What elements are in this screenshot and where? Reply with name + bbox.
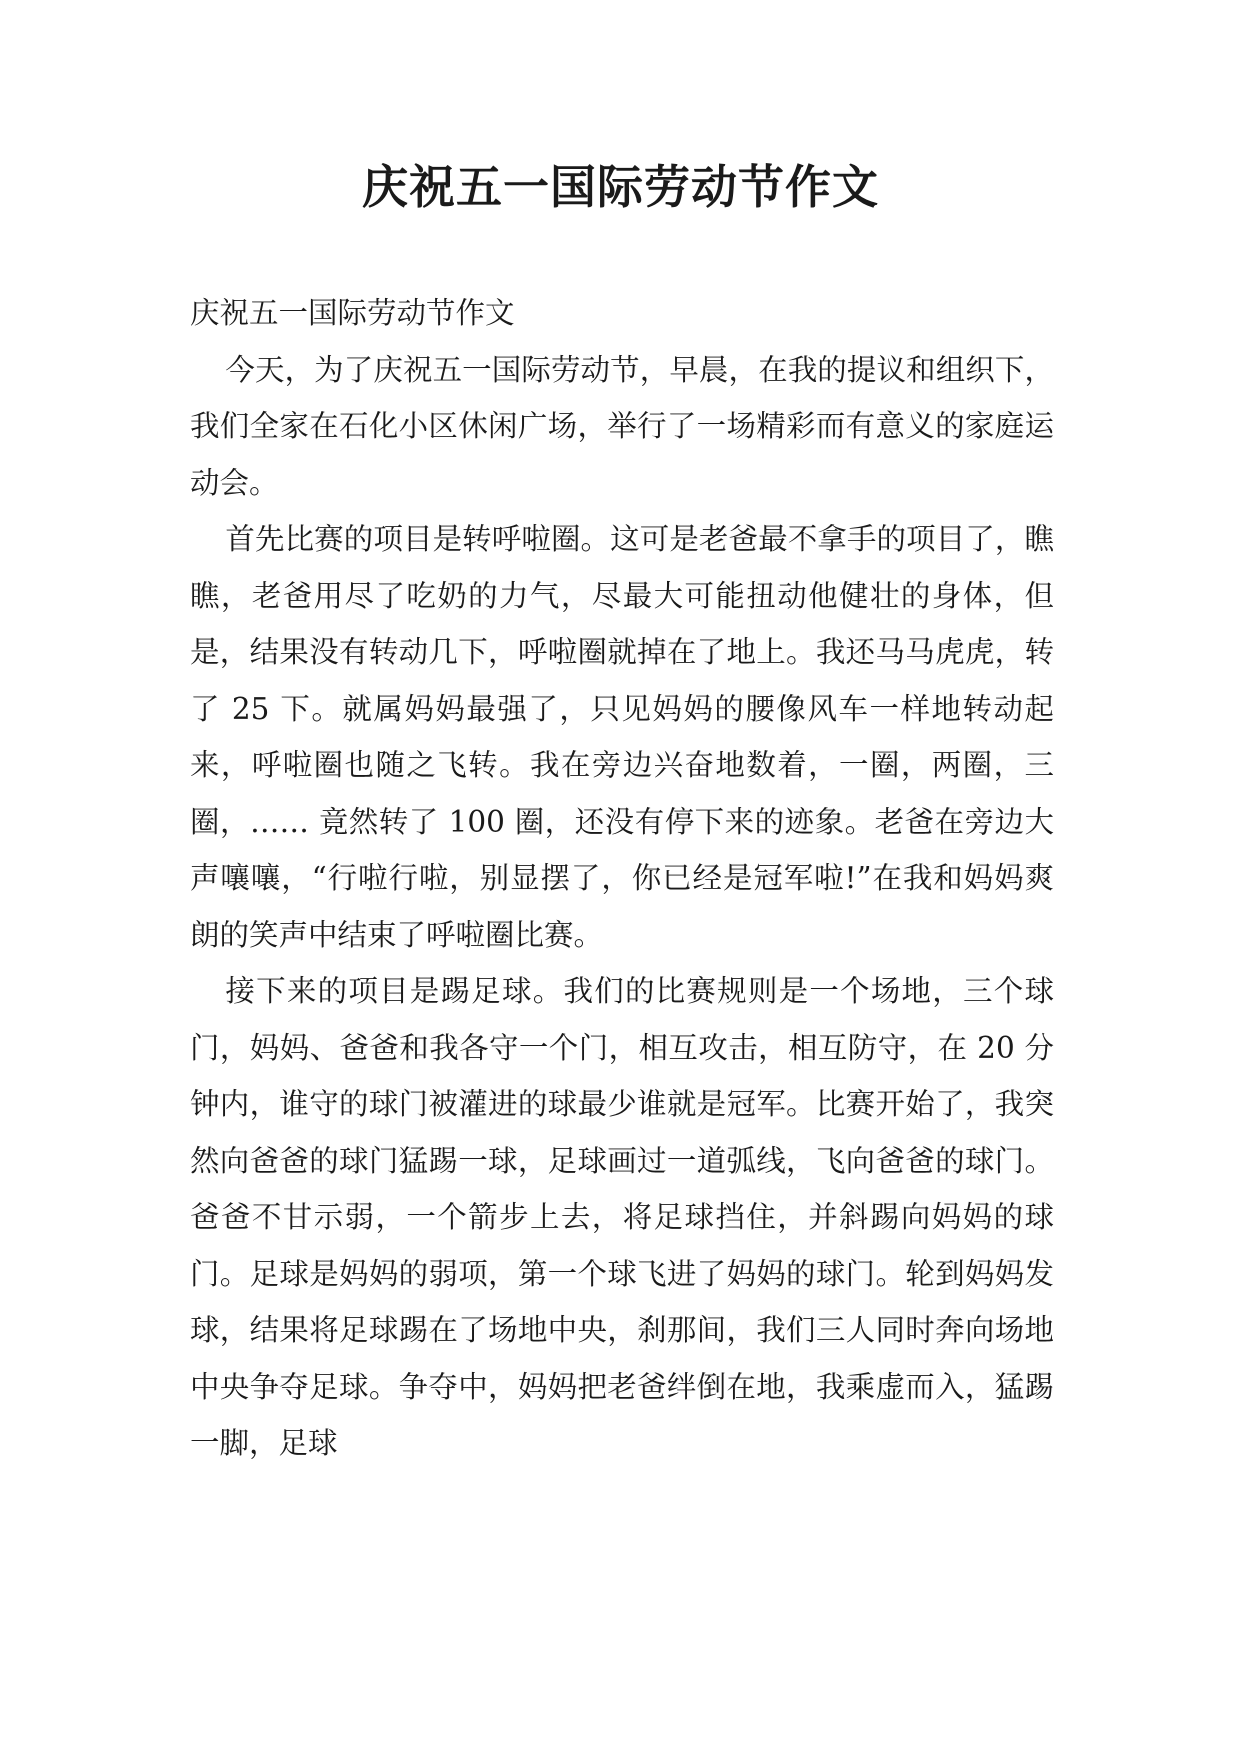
paragraph-football: 接下来的项目是踢足球。我们的比赛规则是一个场地，三个球门，妈妈、爸爸和我各守一个门，相互攻击，相互防守，在 20 分钟内，谁守的球门被灌进的球最少谁就是冠军。比赛开始了，我突然向爸爸的球门猛踢一球，足球画过一道弧线，飞向爸爸的球门。爸爸不甘示弱，一个箭步上去，将足球挡住，并斜踢向妈妈的球门。足球是妈妈的弱项，第一个球飞进了妈妈的球门。轮到妈妈发球，结果将足球踢在了场地中央，刹那间，我们三人同时奔向场地中央争夺足球。争夺中，妈妈把老爸绊倒在地，我乘虚而入，猛踢一脚，足球 — [190, 974, 1054, 1460]
document-subtitle: 庆祝五一国际劳动节作文 — [190, 296, 515, 330]
paragraph-hula-hoop: 首先比赛的项目是转呼啦圈。这可是老爸最不拿手的项目了，瞧瞧，老爸用尽了吃奶的力气，尽最大可能扭动他健壮的身体，但是，结果没有转动几下，呼啦圈就掉在了地上。我还马马虎虎，转了 25 下。就属妈妈最强了，只见妈妈的腰像风车一样地转动起来，呼啦圈也随之飞转。我在旁边兴奋地数着，一圈，两圈，三圈，…… 竟然转了 100 圈，还没有停下来的迹象。老爸在旁边大声嚷嚷，“行啦行啦，别显摆了，你已经是冠军啦!”在我和妈妈爽朗的笑声中结束了呼啦圈比赛。 — [190, 522, 1054, 952]
document-body — [190, 285, 1054, 1472]
document-title: 庆祝五一国际劳动节作文 — [362, 160, 879, 214]
paragraph-intro: 今天，为了庆祝五一国际劳动节，早晨，在我的提议和组织下，我们全家在石化小区休闲广场，举行了一场精彩而有意义的家庭运动会。 — [190, 352, 1054, 500]
